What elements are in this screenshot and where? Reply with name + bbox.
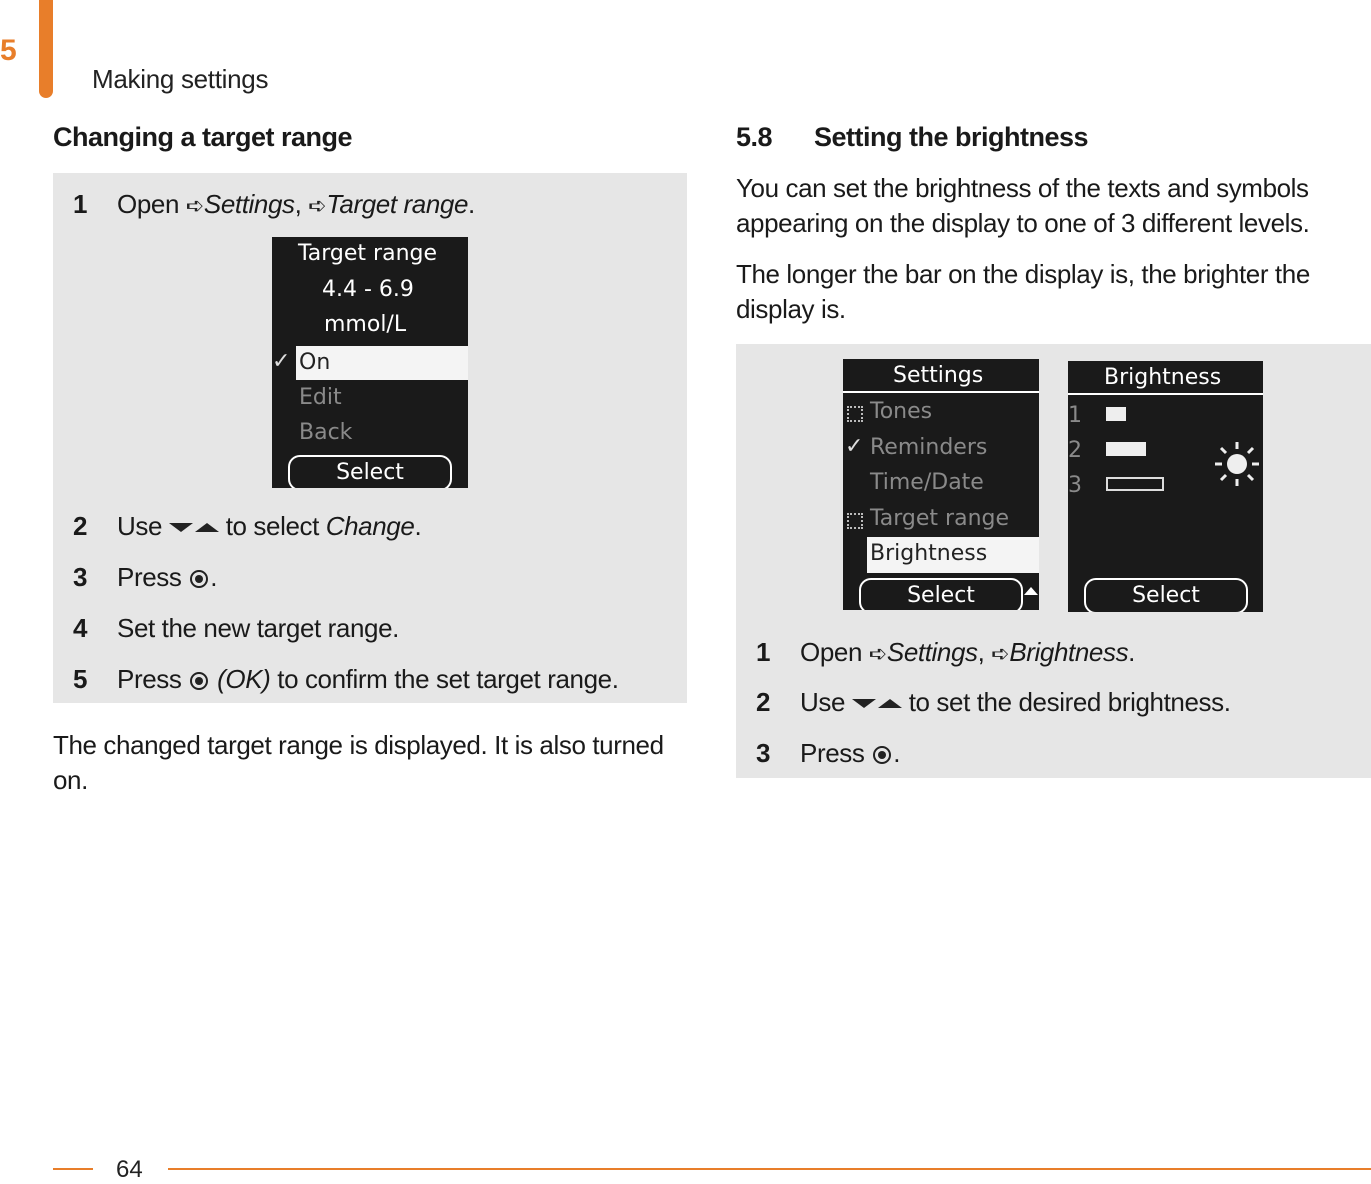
section-heading-target-range: Changing a target range [53,122,353,152]
brightness-intro-paragraph: You can set the brightness of the texts and symbols appearing on the display to one of 3 different levels. [736,173,1310,238]
brightness-bar-paragraph: The longer the bar on the display is, the brighter the display is. [736,259,1310,324]
step-text: Use [117,511,169,541]
page-number: 64 [116,1156,143,1183]
menu-path-target-range: Target range [326,189,469,219]
left-after-paragraph: The changed target range is displayed. It is also turned on. [53,730,664,795]
screen-select-button: Select [288,455,452,488]
step-text: . [414,511,422,541]
screen-title: Settings [893,363,984,388]
step-text: Press [117,562,189,592]
step-number: 3 [73,562,88,592]
device-screen-brightness [1068,361,1263,612]
down-arrow-icon [169,523,193,532]
step-text: to confirm the set target range. [270,664,619,694]
screen-item-back: Back [299,420,353,445]
screen-item-edit: Edit [299,385,342,410]
screen-item-reminders: Reminders [870,435,988,460]
step-text: to select [218,511,326,541]
brightness-bar-level-3 [1106,477,1164,491]
step-number: 3 [756,738,771,768]
left-steps-panel [53,173,687,703]
step-text: Press [800,738,872,768]
screen-title-rule [1068,393,1263,395]
screen-item-on: On [299,350,331,375]
brightness-bar-level-2 [1106,442,1146,456]
step-text: Use [800,687,852,717]
menu-option-change: Change [325,511,415,541]
step-text: Open [800,637,869,667]
chapter-number: 5 [0,34,17,67]
screen-item-tones: Tones [870,399,933,424]
check-icon: ✓ [272,349,291,374]
menu-arrow-icon: ➪ [308,193,327,218]
step-number: 1 [756,637,771,667]
step-text: . [893,738,901,768]
step-number: 2 [756,687,771,717]
ok-label: (OK) [217,664,271,694]
level-label-3: 3 [1068,473,1082,498]
sun-icon [1214,441,1260,487]
step-number: 2 [73,511,88,541]
menu-path-brightness: Brightness [1009,637,1129,667]
scroll-up-icon [1024,587,1038,595]
level-label-1: 1 [1068,403,1082,428]
step-text: Press [117,664,189,694]
footer-rule-left [53,1168,93,1170]
unchecked-box-icon [847,406,863,422]
step-text: Open [117,189,186,219]
menu-arrow-icon: ➪ [868,641,887,666]
right-steps-panel [736,344,1371,778]
step-text: Set the new target range. [117,613,399,643]
screen-select-button: Select [859,578,1023,610]
brightness-bar-level-1 [1106,407,1126,421]
ok-button-icon [873,746,891,764]
step-text: . [468,189,475,219]
screen-unit: mmol/L [324,312,407,337]
up-arrow-icon [878,699,902,708]
section-heading-brightness: Setting the brightness [814,122,1089,152]
screen-item-time-date: Time/Date [870,470,984,495]
check-icon: ✓ [845,434,864,459]
separator: , [294,189,309,219]
menu-arrow-icon: ➪ [185,193,204,218]
level-label-2: 2 [1068,438,1082,463]
footer-rule-right [168,1168,1371,1170]
menu-arrow-icon: ➪ [991,641,1010,666]
section-number: 5.8 [736,122,773,152]
screen-item-target-range: Target range [870,506,1010,531]
chapter-tab-bar [39,0,53,98]
screen-select-button: Select [1084,578,1248,612]
down-arrow-icon [852,699,876,708]
step-number: 4 [73,613,88,643]
step-text: . [1128,637,1135,667]
device-screen-settings [843,359,1039,610]
step-text: . [210,562,218,592]
device-screen-target-range [272,237,468,488]
screen-range-value: 4.4 - 6.9 [322,277,414,302]
screen-title: Brightness [1104,365,1222,390]
ok-button-icon [190,672,208,690]
up-arrow-icon [195,523,219,532]
ok-button-icon [190,570,208,588]
step-text: to set the desired brightness. [901,687,1231,717]
separator: , [977,637,992,667]
screen-item-brightness: Brightness [870,541,988,566]
chapter-title: Making settings [92,64,269,94]
step-number: 5 [73,664,88,694]
step-number: 1 [73,189,88,219]
screen-title-rule [843,391,1039,393]
menu-path-settings: Settings [203,189,295,219]
menu-path-settings: Settings [886,637,978,667]
screen-title: Target range [298,241,438,266]
unchecked-box-icon [847,513,863,529]
